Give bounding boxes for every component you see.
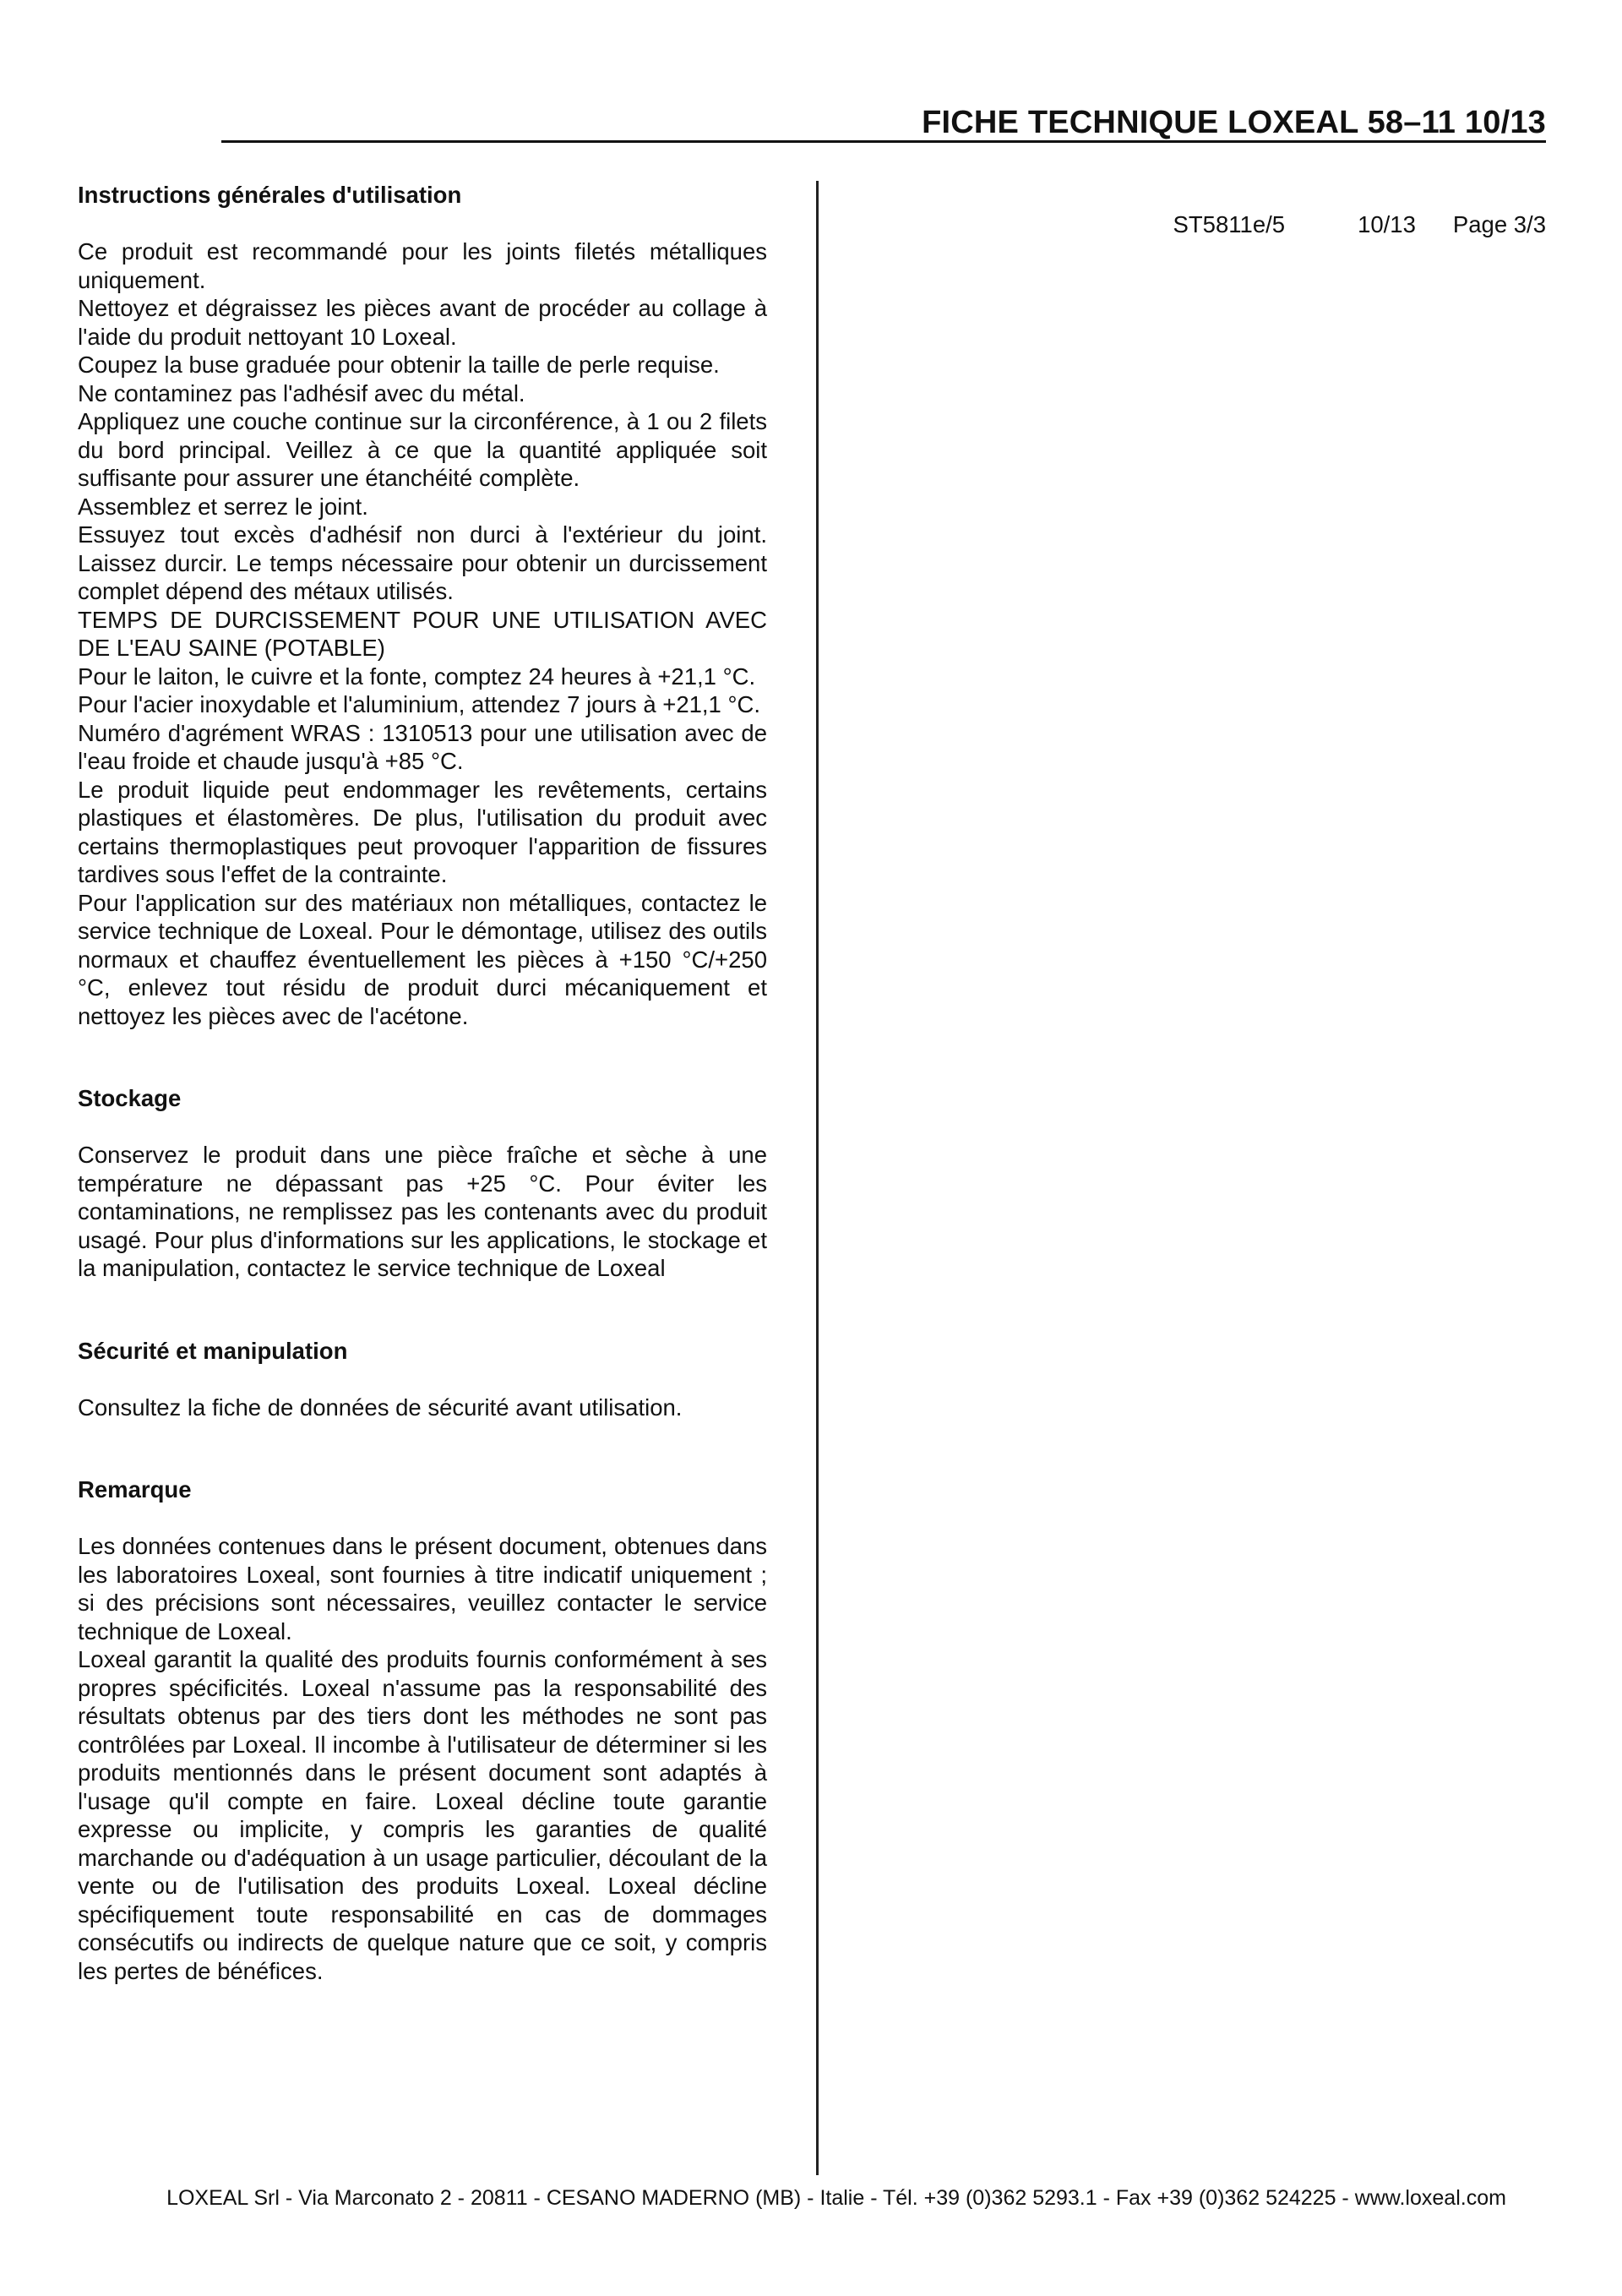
paragraph: Le produit liquide peut endommager les revêtements, certains plastiques et élastomères. De plus, l'utilisation du produit avec certains thermoplastiques peut provoquer l'apparition de fissures tardives sous l'effet de la contrainte. (78, 776, 767, 887)
page-number: Page 3/3 (1452, 211, 1546, 237)
paragraph: Consultez la fiche de données de sécurité avant utilisation. (78, 1393, 683, 1421)
paragraph: Pour l'acier inoxydable et l'aluminium, attendez 7 jours à +21,1 °C. (78, 691, 760, 717)
section-title: Instructions générales d'utilisation (78, 182, 462, 208)
header-rule (221, 140, 1546, 143)
section-title: Sécurité et manipulation (78, 1337, 348, 1364)
main-text-column (78, 181, 767, 1985)
section-remarque (78, 1475, 767, 1985)
paragraph: Pour le laiton, le cuivre et la fonte, comptez 24 heures à +21,1 °C. (78, 663, 756, 690)
section-securite (78, 1337, 767, 1422)
paragraph: Loxeal garantit la qualité des produits fournis conformément à ses propres spécificités. Loxeal n'assume pas la responsabilité des résultats obtenus par des tiers dont les méthodes ne sont pas contrôlées par Loxeal. Il incombe à l'utilisateur de déterminer si les produits mentionnés dans le présent document sont adaptés à l'usage qu'il compte en faire. Loxeal décline toute garantie expresse ou implicite, y compris les garanties de qualité marchande ou d'adéquation à un usage particulier, découlant de la vente ou de l'utilisation des produits Loxeal. Loxeal décline spécifiquement toute responsabilité en cas de dommages consécutifs ou indirects de quelque nature que ce soit, y compris les pertes de bénéfices. (78, 1646, 767, 1984)
section-stockage (78, 1084, 767, 1283)
section-title: Remarque (78, 1476, 192, 1502)
paragraph: TEMPS DE DURCISSEMENT POUR UNE UTILISATION AVEC DE L'EAU SAINE (POTABLE) (78, 606, 767, 661)
paragraph: Les données contenues dans le présent document, obtenues dans les laboratoires Loxeal, sont fournies à titre indicatif uniquement ; si des précisions sont nécessaires, veuillez contacter le service technique de Loxeal. (78, 1533, 767, 1644)
column-divider (816, 181, 819, 2175)
document-title: FICHE TECHNIQUE LOXEAL 58–11 10/13 (922, 105, 1546, 140)
paragraph: Ce produit est recommandé pour les joints filetés métalliques uniquement. (78, 238, 767, 293)
reference-code: ST5811e/5 (1173, 211, 1286, 237)
document-reference (1173, 210, 1546, 239)
paragraph: Coupez la buse graduée pour obtenir la taille de perle requise. (78, 352, 720, 378)
paragraph: Appliquez une couche continue sur la circonférence, à 1 ou 2 filets du bord principal. Veillez à ce que la quantité appliquée soit suffisante pour assurer une étanchéité complète. (78, 408, 767, 491)
page-footer: LOXEAL Srl - Via Marconato 2 - 20811 - CESANO MADERNO (MB) - Italie - Tél. +39 (0)362 5293.1 - Fax +39 (0)362 524225 - www.loxeal.com (166, 2186, 1506, 2210)
reference-date: 10/13 (1358, 211, 1416, 237)
paragraph: Numéro d'agrément WRAS : 1310513 pour une utilisation avec de l'eau froide et chaude jusqu'à +85 °C. (78, 719, 767, 774)
paragraph: Assemblez et serrez le joint. (78, 493, 368, 520)
paragraph: Essuyez tout excès d'adhésif non durci à l'extérieur du joint. Laissez durcir. Le temps nécessaire pour obtenir un durcissement complet dépend des métaux utilisés. (78, 521, 767, 604)
section-title: Stockage (78, 1085, 182, 1111)
section-instructions (78, 181, 767, 1030)
paragraph: Nettoyez et dégraissez les pièces avant de procéder au collage à l'aide du produit nettoyant 10 Loxeal. (78, 295, 767, 350)
paragraph: Ne contaminez pas l'adhésif avec du métal. (78, 379, 525, 406)
paragraph: Pour l'application sur des matériaux non métalliques, contactez le service technique de Loxeal. Pour le démontage, utilisez des outils normaux et chauffez éventuellement les pièces à +150 °C/+250 °C, enlevez tout résidu de produit durci mécaniquement et nettoyez les pièces avec de l'acétone. (78, 889, 767, 1029)
paragraph: Conservez le produit dans une pièce fraîche et sèche à une température ne dépassant pas +25 °C. Pour éviter les contaminations, ne remplissez pas les contenants avec du produit usagé. Pour plus d'informations sur les applications, le stockage et la manipulation, contactez le service technique de Loxeal (78, 1142, 767, 1281)
